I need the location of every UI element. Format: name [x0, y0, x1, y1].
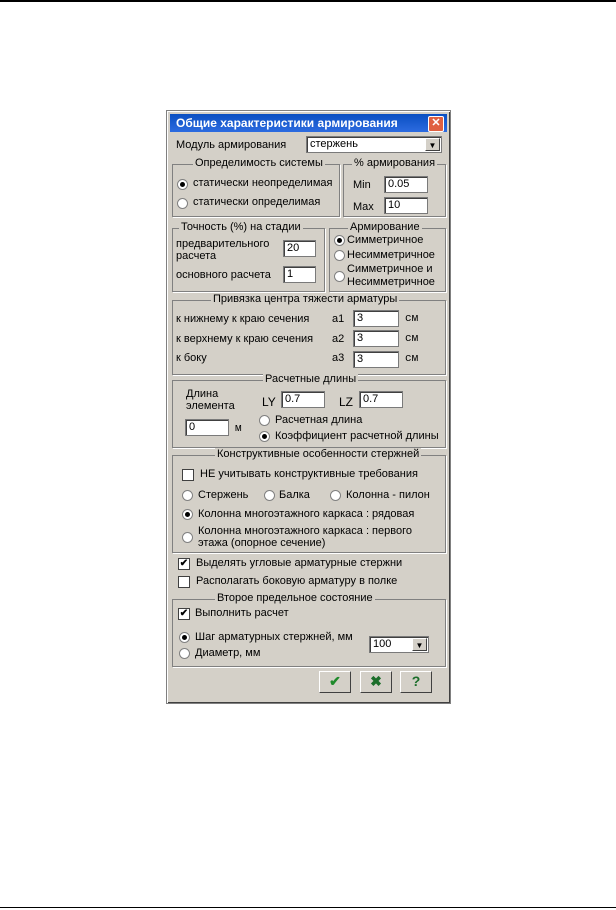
lz-input[interactable]: 0.7: [359, 391, 403, 408]
dialog-title: Общие характеристики армирования: [176, 116, 398, 130]
arming-title: Армирование: [350, 221, 420, 233]
radio-design-length-label: Расчетная длина: [275, 414, 363, 426]
radio-asymmetric[interactable]: [334, 250, 345, 261]
second-state-group: [172, 592, 446, 667]
corner-bars-label: Выделять угловые арматурные стержни: [196, 557, 403, 569]
lengths-group: [172, 373, 446, 448]
step-select[interactable]: [369, 636, 429, 653]
binding-title: Привязка центра тяжести арматуры: [213, 293, 398, 305]
radio-indeterminate[interactable]: [177, 179, 188, 190]
arming-group: [329, 221, 446, 292]
module-select[interactable]: [306, 136, 442, 153]
radio-diameter-label: Диаметр, мм: [195, 647, 261, 659]
radio-determinate[interactable]: [177, 198, 188, 209]
perform-calc-checkbox[interactable]: ✔: [179, 608, 189, 619]
binding-row1-unit: см: [405, 313, 419, 325]
radio-diameter[interactable]: [179, 648, 190, 659]
help-button[interactable]: ?: [400, 671, 432, 693]
step-select-value: 100: [373, 638, 392, 650]
corner-bars-checkbox[interactable]: ✔: [179, 558, 189, 569]
length-label-line1: Длина: [186, 388, 219, 400]
radio-multistorey-first-label-line2: этажа (опорное сечение): [198, 537, 326, 549]
radio-length-coefficient[interactable]: [259, 431, 270, 442]
accuracy-title: Точность (%) на стадии: [181, 221, 301, 233]
module-label: Модуль армирования: [176, 139, 287, 151]
element-length-input[interactable]: 0: [185, 419, 229, 436]
chevron-down-icon[interactable]: ▼: [425, 138, 440, 151]
max-input[interactable]: 10: [384, 197, 428, 214]
perform-calc-label: Выполнить расчет: [195, 607, 289, 619]
page-bottom-rule: [0, 907, 616, 908]
radio-bar-step-label: Шаг арматурных стержней, мм: [195, 631, 353, 643]
binding-row3-key: а3: [332, 352, 345, 364]
radio-design-length[interactable]: [259, 415, 270, 426]
binding-row1-label: к нижнему к краю сечения: [176, 313, 310, 325]
side-reinforcement-checkbox[interactable]: [178, 576, 190, 588]
title-bar: [170, 114, 447, 132]
radio-beam-label: Балка: [279, 489, 310, 501]
radio-asymmetric-label: Несимметричное: [347, 249, 435, 261]
binding-row2-key: а2: [332, 333, 345, 345]
second-state-title: Второе предельное состояние: [217, 592, 373, 604]
prelim-accuracy-input[interactable]: 20: [283, 240, 316, 257]
a1-input[interactable]: 3: [353, 310, 399, 327]
ignore-requirements-label: НЕ учитывать конструктивные требования: [200, 468, 418, 480]
radio-multistorey-ordinary[interactable]: [182, 509, 193, 520]
radio-rod[interactable]: [182, 490, 193, 501]
binding-row2-label: к верхнему к краю сечения: [176, 333, 314, 345]
prelim-label-line2: расчета: [176, 250, 217, 262]
page-top-rule: [0, 0, 616, 2]
determinacy-group: [172, 157, 340, 217]
radio-both-label-line2: Несимметричное: [347, 276, 435, 288]
radio-pylon[interactable]: [330, 490, 341, 501]
element-length-unit: м: [235, 423, 242, 435]
chevron-down-icon[interactable]: ▼: [412, 638, 427, 651]
radio-multistorey-ordinary-label: Колонна многоэтажного каркаса : рядовая: [198, 508, 415, 520]
max-label: Max: [353, 201, 374, 213]
ly-input[interactable]: 0.7: [281, 391, 325, 408]
radio-multistorey-first-label-line1: Колонна многоэтажного каркаса : первого: [198, 525, 412, 537]
accuracy-group: [172, 221, 325, 292]
length-label-line2: элемента: [186, 400, 235, 412]
binding-row1-key: а1: [332, 313, 345, 325]
constructive-title: Конструктивные особенности стержней: [217, 448, 420, 460]
side-reinforcement-label: Располагать боковую арматуру в полке: [196, 575, 398, 587]
radio-symmetric-label: Симметричное: [347, 234, 424, 246]
prelim-label-line1: предварительного: [176, 238, 270, 250]
radio-beam[interactable]: [264, 490, 275, 501]
ok-button[interactable]: ✔: [319, 671, 351, 693]
radio-multistorey-first[interactable]: [182, 532, 193, 543]
radio-length-coefficient-label: Коэффициент расчетной длины: [275, 430, 439, 442]
reinforcement-pct-title: % армирования: [354, 157, 436, 169]
radio-indeterminate-label: статически неопределимая: [193, 177, 333, 189]
radio-both[interactable]: [334, 271, 345, 282]
radio-determinate-label: статически определимая: [193, 196, 321, 208]
lengths-title: Расчетные длины: [265, 373, 357, 385]
determinacy-title: Определимость системы: [195, 157, 323, 169]
binding-row2-unit: см: [405, 333, 419, 345]
ignore-requirements-checkbox[interactable]: [182, 469, 194, 481]
module-select-value: стержень: [310, 138, 358, 150]
min-input[interactable]: 0.05: [384, 176, 428, 193]
reinforcement-pct-group: [343, 157, 446, 217]
radio-bar-step[interactable]: [179, 632, 190, 643]
min-label: Min: [353, 179, 371, 191]
radio-symmetric[interactable]: [334, 235, 345, 246]
a3-input[interactable]: 3: [353, 351, 399, 368]
radio-pylon-label: Колонна - пилон: [346, 489, 430, 501]
radio-rod-label: Стержень: [198, 489, 249, 501]
main-accuracy-input[interactable]: 1: [283, 266, 316, 283]
binding-row3-label: к боку: [176, 352, 207, 364]
main-accuracy-label: основного расчета: [176, 269, 271, 281]
radio-both-label-line1: Симметричное и: [347, 263, 433, 275]
close-icon[interactable]: ✕: [428, 116, 444, 132]
cancel-button[interactable]: ✖: [360, 671, 392, 693]
a2-input[interactable]: 3: [353, 330, 399, 347]
lz-label: LZ: [339, 395, 354, 409]
ly-label: LY: [262, 395, 276, 409]
binding-group: [172, 293, 446, 375]
constructive-group: [172, 448, 446, 553]
binding-row3-unit: см: [405, 353, 419, 365]
reinforcement-dialog: [166, 110, 451, 704]
